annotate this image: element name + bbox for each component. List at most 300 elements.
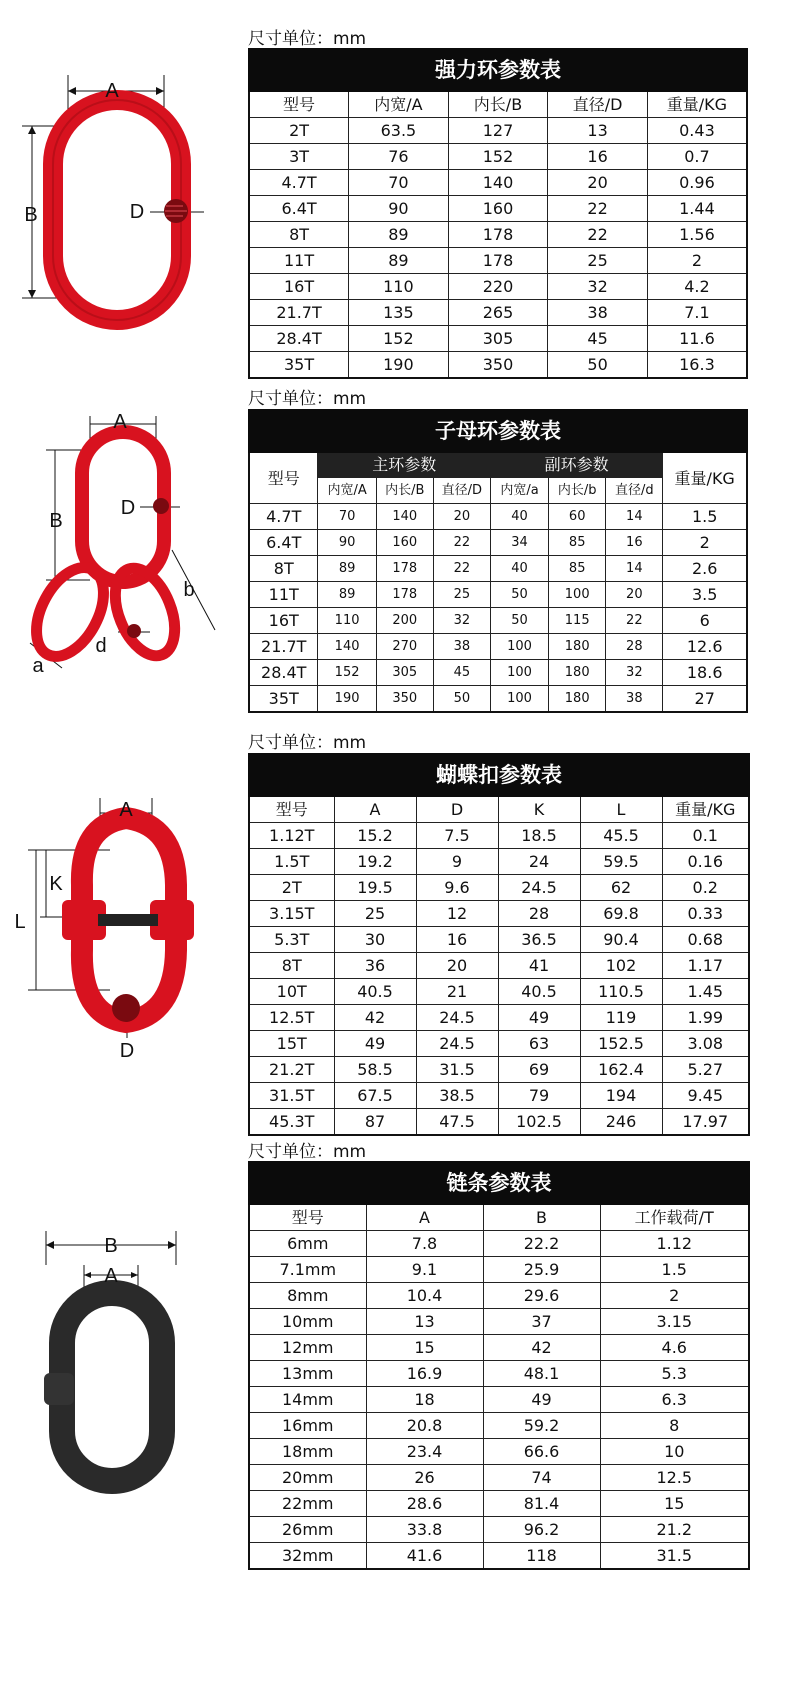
table-row [249, 326, 747, 352]
table-cell: 305 [448, 326, 548, 352]
table-cell: 63.5 [349, 118, 449, 144]
table-cell: 35T [249, 686, 318, 713]
table-cell: 16T [249, 608, 318, 634]
table-row [249, 1309, 749, 1335]
table-cell: 70 [318, 504, 376, 530]
table-cell: 59.2 [483, 1413, 600, 1439]
table-cell: 0.1 [662, 823, 749, 849]
table-cell: 11T [249, 248, 349, 274]
dim-l-label: L [14, 911, 26, 933]
table-cell: 67.5 [334, 1083, 416, 1109]
table-cell: 180 [549, 660, 606, 686]
table-cell: 0.96 [647, 170, 747, 196]
table-cell: 22 [433, 556, 490, 582]
table-body [249, 1231, 749, 1570]
table-cell: 115 [549, 608, 606, 634]
col-header: 直径/D [433, 478, 490, 504]
master-link-table [248, 48, 748, 379]
col-header: 内宽/A [318, 478, 376, 504]
table-cell: 21 [416, 979, 498, 1005]
table-cell: 12mm [249, 1335, 366, 1361]
table-cell: 350 [448, 352, 548, 379]
table-cell: 16T [249, 274, 349, 300]
table-cell: 8mm [249, 1283, 366, 1309]
table-title: 子母环参数表 [249, 410, 747, 452]
table-cell: 190 [349, 352, 449, 379]
table-cell: 100 [490, 634, 548, 660]
table-row [249, 222, 747, 248]
table-cell: 20 [606, 582, 663, 608]
table-cell: 18mm [249, 1439, 366, 1465]
table-cell: 89 [318, 556, 376, 582]
table-cell: 50 [548, 352, 648, 379]
table-cell: 32mm [249, 1543, 366, 1570]
table-cell: 28.4T [249, 660, 318, 686]
table-cell: 8T [249, 953, 334, 979]
table-cell: 9.1 [366, 1257, 483, 1283]
table-cell: 34 [490, 530, 548, 556]
col-header: B [483, 1204, 600, 1231]
table-row [249, 530, 747, 556]
table-cell: 1.99 [662, 1005, 749, 1031]
table-row [249, 556, 747, 582]
table-cell: 41.6 [366, 1543, 483, 1570]
table-cell: 24.5 [498, 875, 580, 901]
table-row [249, 1361, 749, 1387]
table-cell: 29.6 [483, 1283, 600, 1309]
table-cell: 16 [606, 530, 663, 556]
table-cell: 22 [606, 608, 663, 634]
table-row [249, 1439, 749, 1465]
table-cell: 220 [448, 274, 548, 300]
table-cell: 10.4 [366, 1283, 483, 1309]
table-row [249, 823, 749, 849]
dim-d-label: D [129, 201, 145, 223]
table-cell: 25 [548, 248, 648, 274]
table-title: 蝴蝶扣参数表 [249, 754, 749, 796]
table-cell: 100 [490, 686, 548, 713]
dim-b-label: B [24, 204, 38, 226]
table-row [249, 1335, 749, 1361]
table-cell: 1.12T [249, 823, 334, 849]
table-cell: 4.2 [647, 274, 747, 300]
table-cell: 10mm [249, 1309, 366, 1335]
table-cell: 90 [318, 530, 376, 556]
table-cell: 35T [249, 352, 349, 379]
col-header: D [416, 796, 498, 823]
table-row [249, 660, 747, 686]
table-row [249, 170, 747, 196]
dim-d-label: D [119, 1040, 135, 1062]
table-cell: 12.5T [249, 1005, 334, 1031]
table-cell: 36.5 [498, 927, 580, 953]
table-cell: 2T [249, 875, 334, 901]
col-header: A [334, 796, 416, 823]
table-cell: 18 [366, 1387, 483, 1413]
table-cell: 25.9 [483, 1257, 600, 1283]
table-cell: 33.8 [366, 1517, 483, 1543]
table-cell: 1.17 [662, 953, 749, 979]
table-cell: 5.27 [662, 1057, 749, 1083]
table-cell: 12 [416, 901, 498, 927]
table-cell: 14 [606, 504, 663, 530]
table-cell: 3.5 [663, 582, 747, 608]
table-cell: 11.6 [647, 326, 747, 352]
table-cell: 30 [334, 927, 416, 953]
table-cell: 45 [433, 660, 490, 686]
table-cell: 6.4T [249, 196, 349, 222]
table-cell: 14mm [249, 1387, 366, 1413]
table-cell: 42 [483, 1335, 600, 1361]
table-cell: 1.56 [647, 222, 747, 248]
table-row [249, 901, 749, 927]
table-cell: 110 [318, 608, 376, 634]
table-cell: 6 [663, 608, 747, 634]
dim-a-label: A [119, 799, 133, 821]
table-cell: 70 [349, 170, 449, 196]
table-cell: 110.5 [580, 979, 662, 1005]
table-row [249, 1109, 749, 1136]
unit-label-3: 尺寸单位：mm [248, 733, 367, 753]
table-cell: 63 [498, 1031, 580, 1057]
table-cell: 36 [334, 953, 416, 979]
table-cell: 79 [498, 1083, 580, 1109]
table-cell: 8T [249, 556, 318, 582]
table-row [249, 1465, 749, 1491]
table-row [249, 953, 749, 979]
table-row [249, 979, 749, 1005]
table-cell: 76 [349, 144, 449, 170]
table-cell: 32 [548, 274, 648, 300]
table-row [249, 352, 747, 379]
col-header: 直径/d [606, 478, 663, 504]
table-cell: 0.7 [647, 144, 747, 170]
table-cell: 110 [349, 274, 449, 300]
table-cell: 28.6 [366, 1491, 483, 1517]
table-cell: 140 [448, 170, 548, 196]
table-cell: 89 [349, 222, 449, 248]
table-cell: 85 [549, 556, 606, 582]
table-cell: 16 [416, 927, 498, 953]
dim-sub-a-label: a [32, 655, 44, 677]
dim-b-label: B [104, 1235, 118, 1257]
table-cell: 1.12 [600, 1231, 749, 1257]
table-cell: 27 [663, 686, 747, 713]
table-cell: 16.9 [366, 1361, 483, 1387]
group-header-main: 主环参数 [318, 452, 490, 478]
col-header: 型号 [249, 1204, 366, 1231]
table-cell: 21.7T [249, 300, 349, 326]
table-cell: 190 [318, 686, 376, 713]
table-cell: 8T [249, 222, 349, 248]
chain-link-figure [0, 1225, 230, 1495]
table-cell: 45 [548, 326, 648, 352]
table-cell: 118 [483, 1543, 600, 1570]
table-cell: 178 [376, 556, 433, 582]
table-cell: 60 [549, 504, 606, 530]
table-cell: 20 [548, 170, 648, 196]
table-row [249, 1517, 749, 1543]
table-row [249, 875, 749, 901]
table-cell: 31.5T [249, 1083, 334, 1109]
table-cell: 102.5 [498, 1109, 580, 1136]
table-cell: 23.4 [366, 1439, 483, 1465]
dim-sub-b-label: b [183, 579, 195, 601]
table-cell: 152 [318, 660, 376, 686]
table-cell: 62 [580, 875, 662, 901]
table-row [249, 144, 747, 170]
table-cell: 11T [249, 582, 318, 608]
table-cell: 152 [448, 144, 548, 170]
table-cell: 20.8 [366, 1413, 483, 1439]
table-cell: 19.2 [334, 849, 416, 875]
table-cell: 1.45 [662, 979, 749, 1005]
table-cell: 22 [433, 530, 490, 556]
table-row [249, 118, 747, 144]
table-cell: 14 [606, 556, 663, 582]
table-cell: 200 [376, 608, 433, 634]
table-cell: 246 [580, 1109, 662, 1136]
table-cell: 38.5 [416, 1083, 498, 1109]
table-cell: 178 [448, 222, 548, 248]
table-cell: 31.5 [600, 1543, 749, 1570]
table-cell: 140 [318, 634, 376, 660]
table-cell: 28 [606, 634, 663, 660]
table-cell: 20 [433, 504, 490, 530]
table-row [249, 1257, 749, 1283]
dim-d-label: D [120, 497, 136, 519]
table-cell: 89 [318, 582, 376, 608]
chain-table [248, 1161, 750, 1570]
table-cell: 6.4T [249, 530, 318, 556]
table-cell: 41 [498, 953, 580, 979]
dim-k-label: K [49, 873, 63, 895]
table-cell: 13 [548, 118, 648, 144]
table-cell: 50 [490, 608, 548, 634]
table-row [249, 849, 749, 875]
table-cell: 50 [490, 582, 548, 608]
table-cell: 160 [448, 196, 548, 222]
table-cell: 90.4 [580, 927, 662, 953]
table-cell: 69.8 [580, 901, 662, 927]
assembly-table [248, 409, 748, 713]
table-row [249, 1283, 749, 1309]
table-cell: 194 [580, 1083, 662, 1109]
col-header: 型号 [249, 91, 349, 118]
table-cell: 96.2 [483, 1517, 600, 1543]
table-title: 强力环参数表 [249, 49, 747, 91]
table-cell: 0.68 [662, 927, 749, 953]
table-row [249, 248, 747, 274]
col-header: 内宽/A [349, 91, 449, 118]
table-cell: 21.2 [600, 1517, 749, 1543]
table-title: 链条参数表 [249, 1162, 749, 1204]
table-cell: 1.5T [249, 849, 334, 875]
col-header: 内长/B [376, 478, 433, 504]
table-cell: 50 [433, 686, 490, 713]
table-cell: 25 [334, 901, 416, 927]
table-cell: 4.6 [600, 1335, 749, 1361]
dim-a-label: A [113, 411, 127, 433]
table-cell: 22.2 [483, 1231, 600, 1257]
table-cell: 49 [334, 1031, 416, 1057]
table-cell: 16.3 [647, 352, 747, 379]
table-row [249, 196, 747, 222]
table-cell: 38 [548, 300, 648, 326]
table-cell: 49 [483, 1387, 600, 1413]
table-cell: 66.6 [483, 1439, 600, 1465]
table-cell: 2.6 [663, 556, 747, 582]
table-cell: 3.08 [662, 1031, 749, 1057]
table-cell: 45.3T [249, 1109, 334, 1136]
table-cell: 74 [483, 1465, 600, 1491]
table-cell: 24.5 [416, 1005, 498, 1031]
table-cell: 15 [366, 1335, 483, 1361]
table-cell: 0.16 [662, 849, 749, 875]
table-cell: 24 [498, 849, 580, 875]
table-cell: 7.8 [366, 1231, 483, 1257]
table-row [249, 1057, 749, 1083]
table-cell: 305 [376, 660, 433, 686]
table-cell: 22 [548, 222, 648, 248]
table-cell: 40.5 [334, 979, 416, 1005]
table-cell: 89 [349, 248, 449, 274]
table-cell: 1.44 [647, 196, 747, 222]
connecting-link-figure [0, 790, 230, 1070]
table-cell: 17.97 [662, 1109, 749, 1136]
dim-a-label: A [105, 80, 119, 102]
table-cell: 15T [249, 1031, 334, 1057]
table-cell: 0.2 [662, 875, 749, 901]
table-cell: 18.6 [663, 660, 747, 686]
table-cell: 21.7T [249, 634, 318, 660]
table-cell: 42 [334, 1005, 416, 1031]
table-cell: 0.33 [662, 901, 749, 927]
col-header: 重量/KG [662, 796, 749, 823]
table-cell: 178 [448, 248, 548, 274]
table-cell: 160 [376, 530, 433, 556]
table-cell: 81.4 [483, 1491, 600, 1517]
table-cell: 58.5 [334, 1057, 416, 1083]
col-header-weight: 重量/KG [663, 452, 747, 504]
col-header: 型号 [249, 796, 334, 823]
table-cell: 85 [549, 530, 606, 556]
table-row [249, 1413, 749, 1439]
table-cell: 38 [433, 634, 490, 660]
table-row [249, 608, 747, 634]
table-cell: 28.4T [249, 326, 349, 352]
table-cell: 25 [433, 582, 490, 608]
table-cell: 5.3 [600, 1361, 749, 1387]
table-cell: 7.1mm [249, 1257, 366, 1283]
table-body [249, 823, 749, 1136]
table-cell: 10T [249, 979, 334, 1005]
table-cell: 32 [433, 608, 490, 634]
table-cell: 47.5 [416, 1109, 498, 1136]
table-cell: 180 [549, 634, 606, 660]
table-cell: 48.1 [483, 1361, 600, 1387]
unit-label-2: 尺寸单位：mm [248, 389, 367, 409]
table-cell: 9.45 [662, 1083, 749, 1109]
table-cell: 22 [548, 196, 648, 222]
table-cell: 20mm [249, 1465, 366, 1491]
table-cell: 100 [490, 660, 548, 686]
table-row [249, 927, 749, 953]
table-cell: 28 [498, 901, 580, 927]
table-cell: 40 [490, 556, 548, 582]
col-header-model: 型号 [249, 452, 318, 504]
table-body [249, 118, 747, 379]
table-cell: 1.5 [600, 1257, 749, 1283]
table-cell: 6mm [249, 1231, 366, 1257]
table-cell: 12.6 [663, 634, 747, 660]
table-cell: 119 [580, 1005, 662, 1031]
table-row [249, 582, 747, 608]
table-cell: 7.1 [647, 300, 747, 326]
table-cell: 3T [249, 144, 349, 170]
table-cell: 3.15T [249, 901, 334, 927]
table-cell: 13 [366, 1309, 483, 1335]
table-cell: 12.5 [600, 1465, 749, 1491]
table-row [249, 1543, 749, 1570]
col-header: 直径/D [548, 91, 648, 118]
table-cell: 49 [498, 1005, 580, 1031]
table-cell: 7.5 [416, 823, 498, 849]
table-cell: 13mm [249, 1361, 366, 1387]
table-cell: 38 [606, 686, 663, 713]
table-cell: 40 [490, 504, 548, 530]
col-header: 工作载荷/T [600, 1204, 749, 1231]
table-cell: 5.3T [249, 927, 334, 953]
table-cell: 59.5 [580, 849, 662, 875]
table-row [249, 504, 747, 530]
unit-label-1: 尺寸单位：mm [248, 29, 367, 49]
table-cell: 102 [580, 953, 662, 979]
table-cell: 32 [606, 660, 663, 686]
table-cell: 178 [376, 582, 433, 608]
table-cell: 20 [416, 953, 498, 979]
master-link-figure [0, 70, 230, 340]
table-cell: 162.4 [580, 1057, 662, 1083]
table-cell: 350 [376, 686, 433, 713]
table-cell: 15 [600, 1491, 749, 1517]
table-cell: 90 [349, 196, 449, 222]
table-cell: 9.6 [416, 875, 498, 901]
table-cell: 18.5 [498, 823, 580, 849]
dim-a-label: A [104, 1265, 118, 1287]
table-row [249, 1231, 749, 1257]
table-cell: 152 [349, 326, 449, 352]
group-header-sub: 副环参数 [490, 452, 662, 478]
table-cell: 270 [376, 634, 433, 660]
table-cell: 140 [376, 504, 433, 530]
table-cell: 15.2 [334, 823, 416, 849]
table-cell: 16mm [249, 1413, 366, 1439]
dim-b-label: B [49, 510, 63, 532]
table-cell: 26 [366, 1465, 483, 1491]
col-header: A [366, 1204, 483, 1231]
master-link-assembly-figure [0, 410, 230, 690]
table-cell: 100 [549, 582, 606, 608]
table-cell: 127 [448, 118, 548, 144]
table-cell: 1.5 [663, 504, 747, 530]
table-cell: 16 [548, 144, 648, 170]
unit-label-4: 尺寸单位：mm [248, 1142, 367, 1162]
table-cell: 0.43 [647, 118, 747, 144]
table-cell: 180 [549, 686, 606, 713]
table-row [249, 1083, 749, 1109]
table-row [249, 1005, 749, 1031]
